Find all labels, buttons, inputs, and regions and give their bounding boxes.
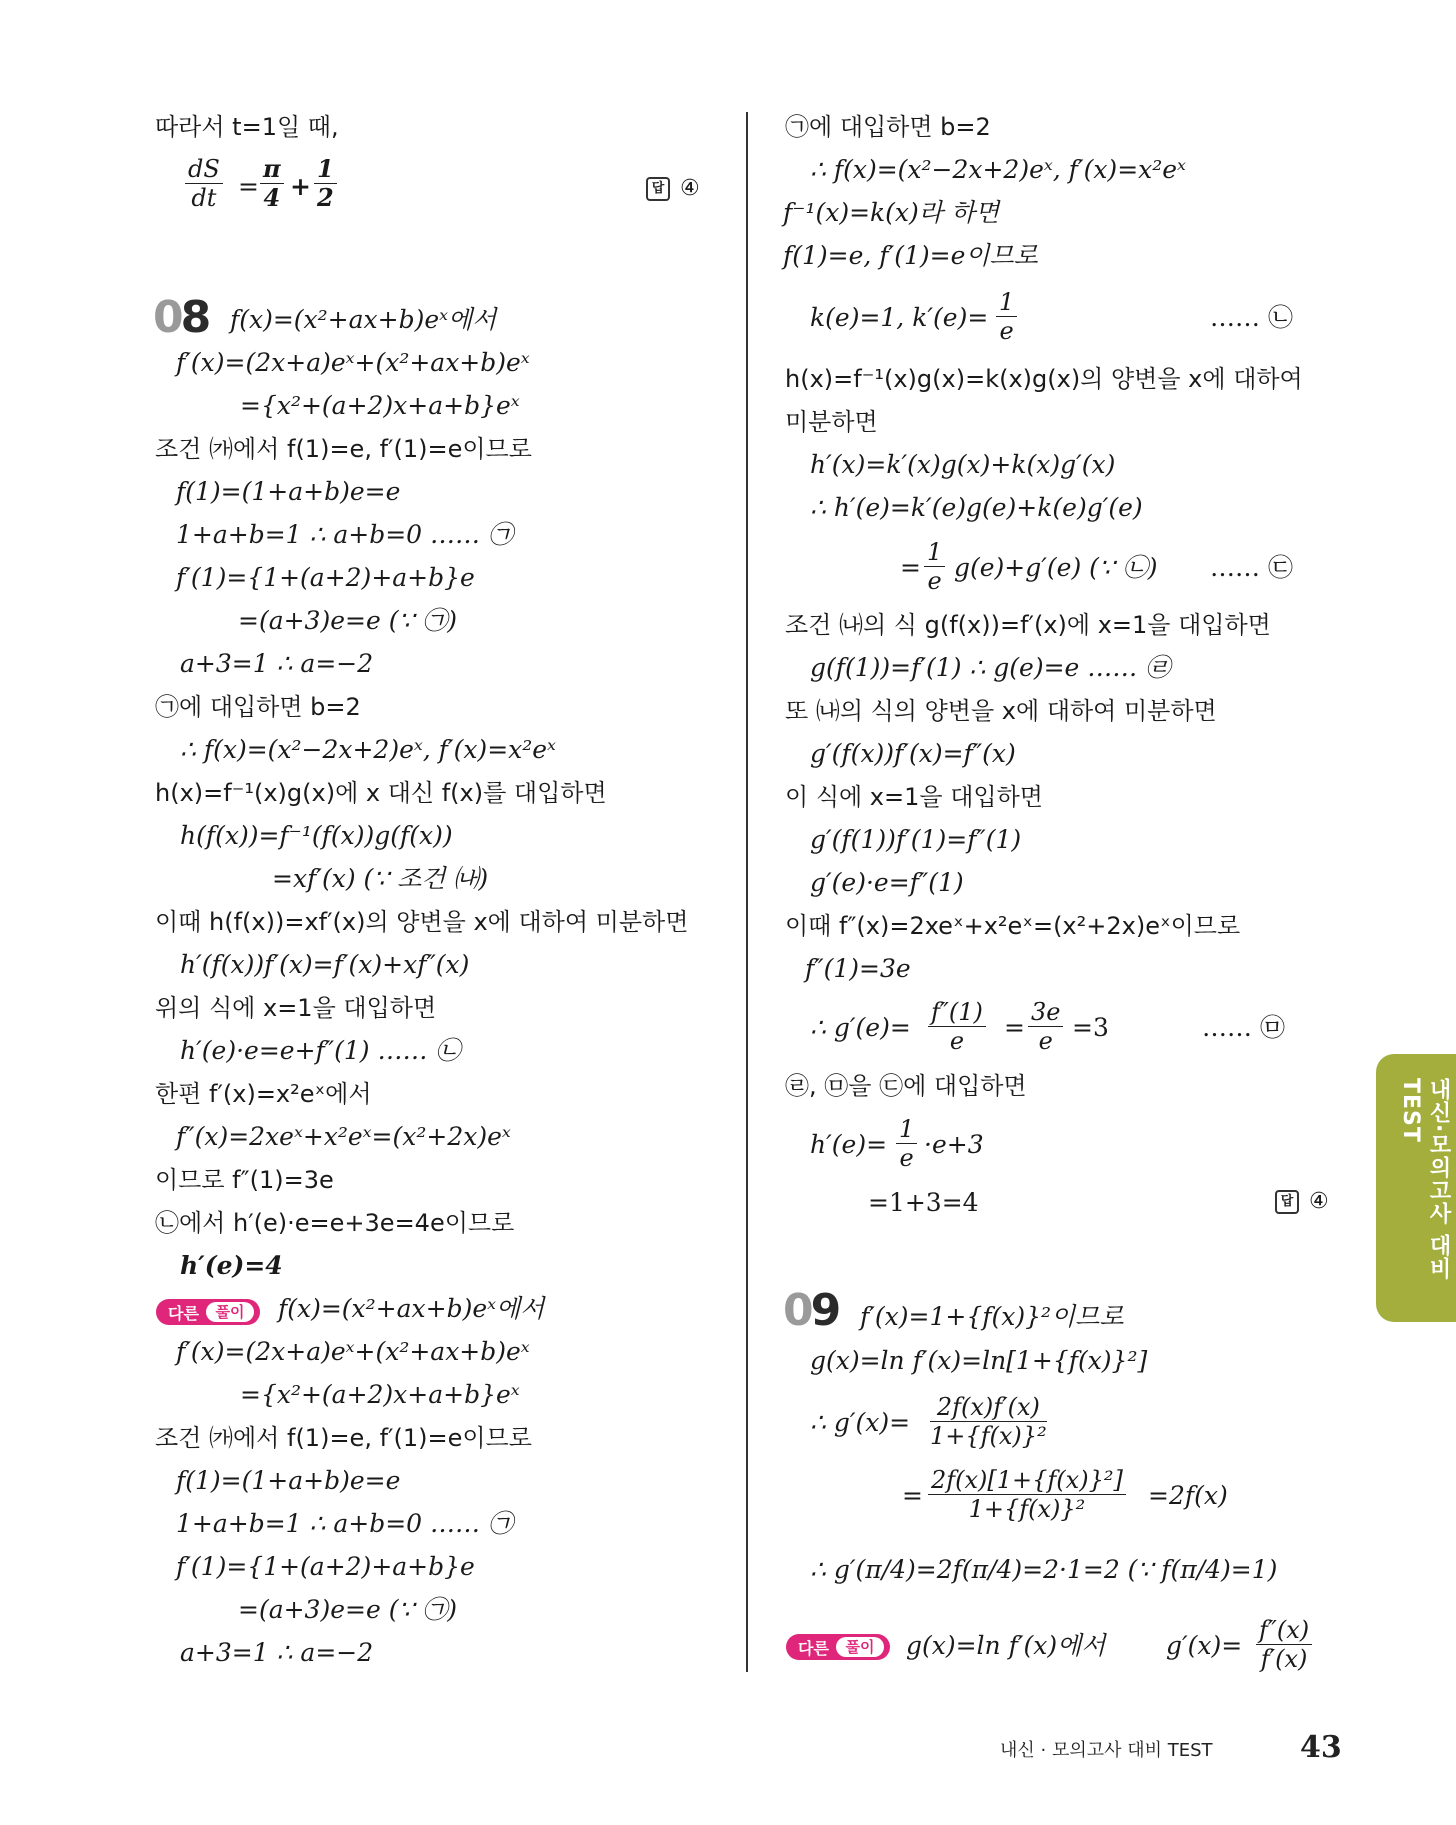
g-num2: 3e xyxy=(1028,998,1063,1027)
he-tag: …… ㉢ xyxy=(1210,553,1293,582)
half-den: 2 xyxy=(317,183,334,212)
p09-g1-lhs: ∴ g′(x)= xyxy=(810,1408,911,1437)
problem-digit-b: 9 xyxy=(810,1285,839,1336)
alt-line: f(x)=(x²+ax+b)eˣ에서 xyxy=(278,1294,545,1323)
pi-num: π xyxy=(260,155,284,184)
g-eq: = xyxy=(1004,1013,1025,1042)
alt-g-lhs: g′(x)= xyxy=(1166,1631,1243,1660)
p09-g2-den: 1+{f(x)}² xyxy=(968,1495,1086,1523)
r-line: h′(x)=k′(x)g(x)+k(x)g′(x) xyxy=(810,450,1116,479)
solution-line: f(x)=(x²+ax+b)eˣ에서 xyxy=(230,305,497,334)
g-den2: e xyxy=(1038,1027,1053,1055)
r-line: g′(f(x))f′(x)=f″(x) xyxy=(810,739,1016,768)
solution-line: f(1)=(1+a+b)e=e xyxy=(176,477,401,506)
solution-result: h′(e)=4 xyxy=(180,1251,283,1280)
half-num: 1 xyxy=(314,155,337,184)
problem-digit-a: 0 xyxy=(153,292,181,343)
solution-line: h(f(x))=f⁻¹(f(x))g(f(x)) xyxy=(180,821,453,850)
answer-value: ④ xyxy=(680,176,700,201)
solution-line: ={x²+(a+2)x+a+b}eˣ xyxy=(240,391,520,420)
side-section-tab xyxy=(1376,1054,1456,1322)
badge-text-a: 다른 xyxy=(168,1304,199,1323)
he-fraction xyxy=(924,538,945,595)
k-den: e xyxy=(999,317,1014,345)
r-line: g′(e)·e=f″(1) xyxy=(810,868,964,897)
r-line: f(1)=e, f′(1)=e이므로 xyxy=(783,241,1038,270)
answer-box-icon: 답 xyxy=(646,177,670,201)
alt-line: ={x²+(a+2)x+a+b}eˣ xyxy=(240,1380,520,1409)
alt-line: f′(1)={1+(a+2)+a+b}e xyxy=(176,1552,475,1581)
g-fraction-1 xyxy=(928,998,986,1055)
r-line: ㉠에 대입하면 b=2 xyxy=(785,113,991,141)
solution-line: h′(e)·e=e+f″(1) …… ㉡ xyxy=(180,1036,461,1065)
answer-box-icon: 답 xyxy=(1275,1190,1299,1214)
he-eq: = xyxy=(900,553,921,582)
r-line: f″(1)=3e xyxy=(805,954,911,983)
r-line: 조건 ㈏의 식 g(f(x))=f′(x)에 x=1을 대입하면 xyxy=(785,611,1271,639)
plus-sign: + xyxy=(290,172,311,201)
h-final: =1+3=4 xyxy=(868,1188,979,1217)
alt-solution-badge xyxy=(786,1634,890,1660)
alt-g-den: f′(x) xyxy=(1260,1645,1308,1673)
h-den: e xyxy=(899,1144,914,1172)
problem-number-08 xyxy=(153,292,208,343)
g-num1: f″(1) xyxy=(928,998,986,1027)
k-line: k(e)=1, k′(e)= xyxy=(810,303,989,332)
solution-line: f″(x)=2xeˣ+x²eˣ=(x²+2x)eˣ xyxy=(176,1122,511,1151)
k-tag: …… ㉡ xyxy=(1210,303,1293,332)
alt-line: g(x)=ln f′(x)에서 xyxy=(906,1631,1106,1660)
page-number: 43 xyxy=(1300,1730,1342,1765)
solution-line: h(x)=f⁻¹(x)g(x)에 x 대신 f(x)를 대입하면 xyxy=(155,779,607,807)
h-fraction xyxy=(896,1115,917,1172)
he-num: 1 xyxy=(924,538,945,567)
r-line: ∴ f(x)=(x²−2x+2)eˣ, f′(x)=x²eˣ xyxy=(810,155,1186,184)
solution-line: a+3=1 ∴ a=−2 xyxy=(180,649,374,678)
badge-text-a: 다른 xyxy=(798,1639,829,1658)
column-divider xyxy=(746,112,748,1672)
r-line: 미분하면 xyxy=(785,408,878,436)
answer-value: ④ xyxy=(1309,1189,1329,1214)
badge-text-b: 풀이 xyxy=(206,1302,254,1322)
alt-solution-badge xyxy=(156,1299,260,1325)
alt-line: 조건 ㈎에서 f(1)=e, f′(1)=e이므로 xyxy=(155,1424,532,1452)
problem-digit-a: 0 xyxy=(783,1285,811,1336)
p09-g2-num: 2f(x)[1+{f(x)}²] xyxy=(928,1466,1126,1495)
intro-text: 따라서 t=1일 때, xyxy=(155,113,339,141)
problem-number-09 xyxy=(783,1285,838,1336)
p09-g2-rhs: =2f(x) xyxy=(1148,1481,1228,1510)
g-den1: e xyxy=(949,1027,965,1055)
alt-line: f′(x)=(2x+a)eˣ+(x²+ax+b)eˣ xyxy=(176,1337,530,1366)
solution-line: =xf′(x) (∵ 조건 ㈏) xyxy=(272,864,489,893)
g-tag: …… ㉤ xyxy=(1202,1013,1285,1042)
solution-line: 조건 ㈎에서 f(1)=e, f′(1)=e이므로 xyxy=(155,435,532,463)
r-line: 또 ㈏의 식의 양변을 x에 대하여 미분하면 xyxy=(785,697,1217,725)
g-fraction-2 xyxy=(1028,998,1063,1055)
answer-mark-2 xyxy=(1275,1189,1329,1214)
he-den: e xyxy=(927,567,942,595)
alt-line: f(1)=(1+a+b)e=e xyxy=(176,1466,401,1495)
p09-g2-eq: = xyxy=(902,1481,923,1510)
r-line: ∴ h′(e)=k′(e)g(e)+k(e)g′(e) xyxy=(810,493,1143,522)
sub-line: ㉣, ㉤을 ㉢에 대입하면 xyxy=(785,1072,1027,1100)
problem-digit-b: 8 xyxy=(180,292,209,343)
footer-label: 내신 · 모의고사 대비 TEST xyxy=(1000,1740,1213,1761)
badge-text-b: 풀이 xyxy=(836,1637,884,1657)
alt-line: a+3=1 ∴ a=−2 xyxy=(180,1638,374,1667)
ds-dt-fraction xyxy=(185,155,223,212)
solution-line: h′(f(x))f′(x)=f′(x)+xf″(x) xyxy=(180,950,470,979)
p09-line2: g(x)=ln f′(x)=ln[1+{f(x)}²] xyxy=(810,1346,1148,1375)
alt-g-num: f″(x) xyxy=(1256,1616,1312,1645)
pi-fraction xyxy=(260,155,284,212)
r-line: g′(f(1))f′(1)=f″(1) xyxy=(810,825,1022,854)
g-lhs: ∴ g′(e)= xyxy=(810,1013,911,1042)
k-num: 1 xyxy=(996,288,1017,317)
r-line: g(f(1))=f′(1) ∴ g(e)=e …… ㉣ xyxy=(810,653,1171,682)
p09-final: ∴ g′(π/4)=2f(π/4)=2·1=2 (∵ f(π/4)=1) xyxy=(810,1555,1278,1584)
solution-line: 한편 f′(x)=x²eˣ에서 xyxy=(155,1080,372,1108)
solution-line: =(a+3)e=e (∵ ㉠) xyxy=(238,606,458,635)
answer-mark-1 xyxy=(646,176,700,201)
alt-line: 1+a+b=1 ∴ a+b=0 …… ㉠ xyxy=(176,1509,513,1538)
r-line: 이때 f″(x)=2xeˣ+x²eˣ=(x²+2x)eˣ이므로 xyxy=(785,912,1241,940)
k-fraction xyxy=(996,288,1017,345)
r-line: h(x)=f⁻¹(x)g(x)=k(x)g(x)의 양변을 x에 대하여 xyxy=(785,365,1303,393)
g-rhs: =3 xyxy=(1072,1013,1109,1042)
alt-line: =(a+3)e=e (∵ ㉠) xyxy=(238,1595,458,1624)
ds-den: dt xyxy=(191,184,217,212)
h-rest: ·e+3 xyxy=(924,1130,984,1159)
ds-num: dS xyxy=(185,155,223,184)
p09-g1-num: 2f(x)f′(x) xyxy=(930,1393,1047,1422)
solution-line: f′(1)={1+(a+2)+a+b}e xyxy=(176,563,475,592)
half-fraction xyxy=(314,155,337,212)
h-num: 1 xyxy=(896,1115,917,1144)
side-tab-label: 내신·모의고사 대비 TEST xyxy=(1398,1078,1451,1281)
solution-line: f′(x)=(2x+a)eˣ+(x²+ax+b)eˣ xyxy=(176,348,530,377)
p09-g2-fraction xyxy=(928,1466,1126,1523)
he-rest: g(e)+g′(e) (∵ ㉡) xyxy=(954,553,1158,582)
solution-line: ㉡에서 h′(e)·e=e+3e=4e이므로 xyxy=(155,1209,515,1237)
solution-line: 위의 식에 x=1을 대입하면 xyxy=(155,994,437,1022)
solution-line: ㉠에 대입하면 b=2 xyxy=(155,693,361,721)
h-lhs: h′(e)= xyxy=(810,1130,888,1159)
solution-line: ∴ f(x)=(x²−2x+2)eˣ, f′(x)=x²eˣ xyxy=(180,735,556,764)
solution-line: 이때 h(f(x))=xf′(x)의 양변을 x에 대하여 미분하면 xyxy=(155,908,689,936)
solution-line: 이므로 f″(1)=3e xyxy=(155,1166,334,1194)
alt-g-fraction xyxy=(1256,1616,1312,1673)
equals-sign: = xyxy=(238,172,259,201)
r-line: f⁻¹(x)=k(x)라 하면 xyxy=(783,198,1000,227)
p09-g1-den: 1+{f(x)}² xyxy=(930,1422,1047,1450)
p09-line1: f′(x)=1+{f(x)}²이므로 xyxy=(860,1302,1124,1331)
p09-g1-fraction xyxy=(930,1393,1047,1450)
r-line: 이 식에 x=1을 대입하면 xyxy=(785,783,1043,811)
pi-den: 4 xyxy=(263,183,281,212)
solution-line: 1+a+b=1 ∴ a+b=0 …… ㉠ xyxy=(176,520,513,549)
